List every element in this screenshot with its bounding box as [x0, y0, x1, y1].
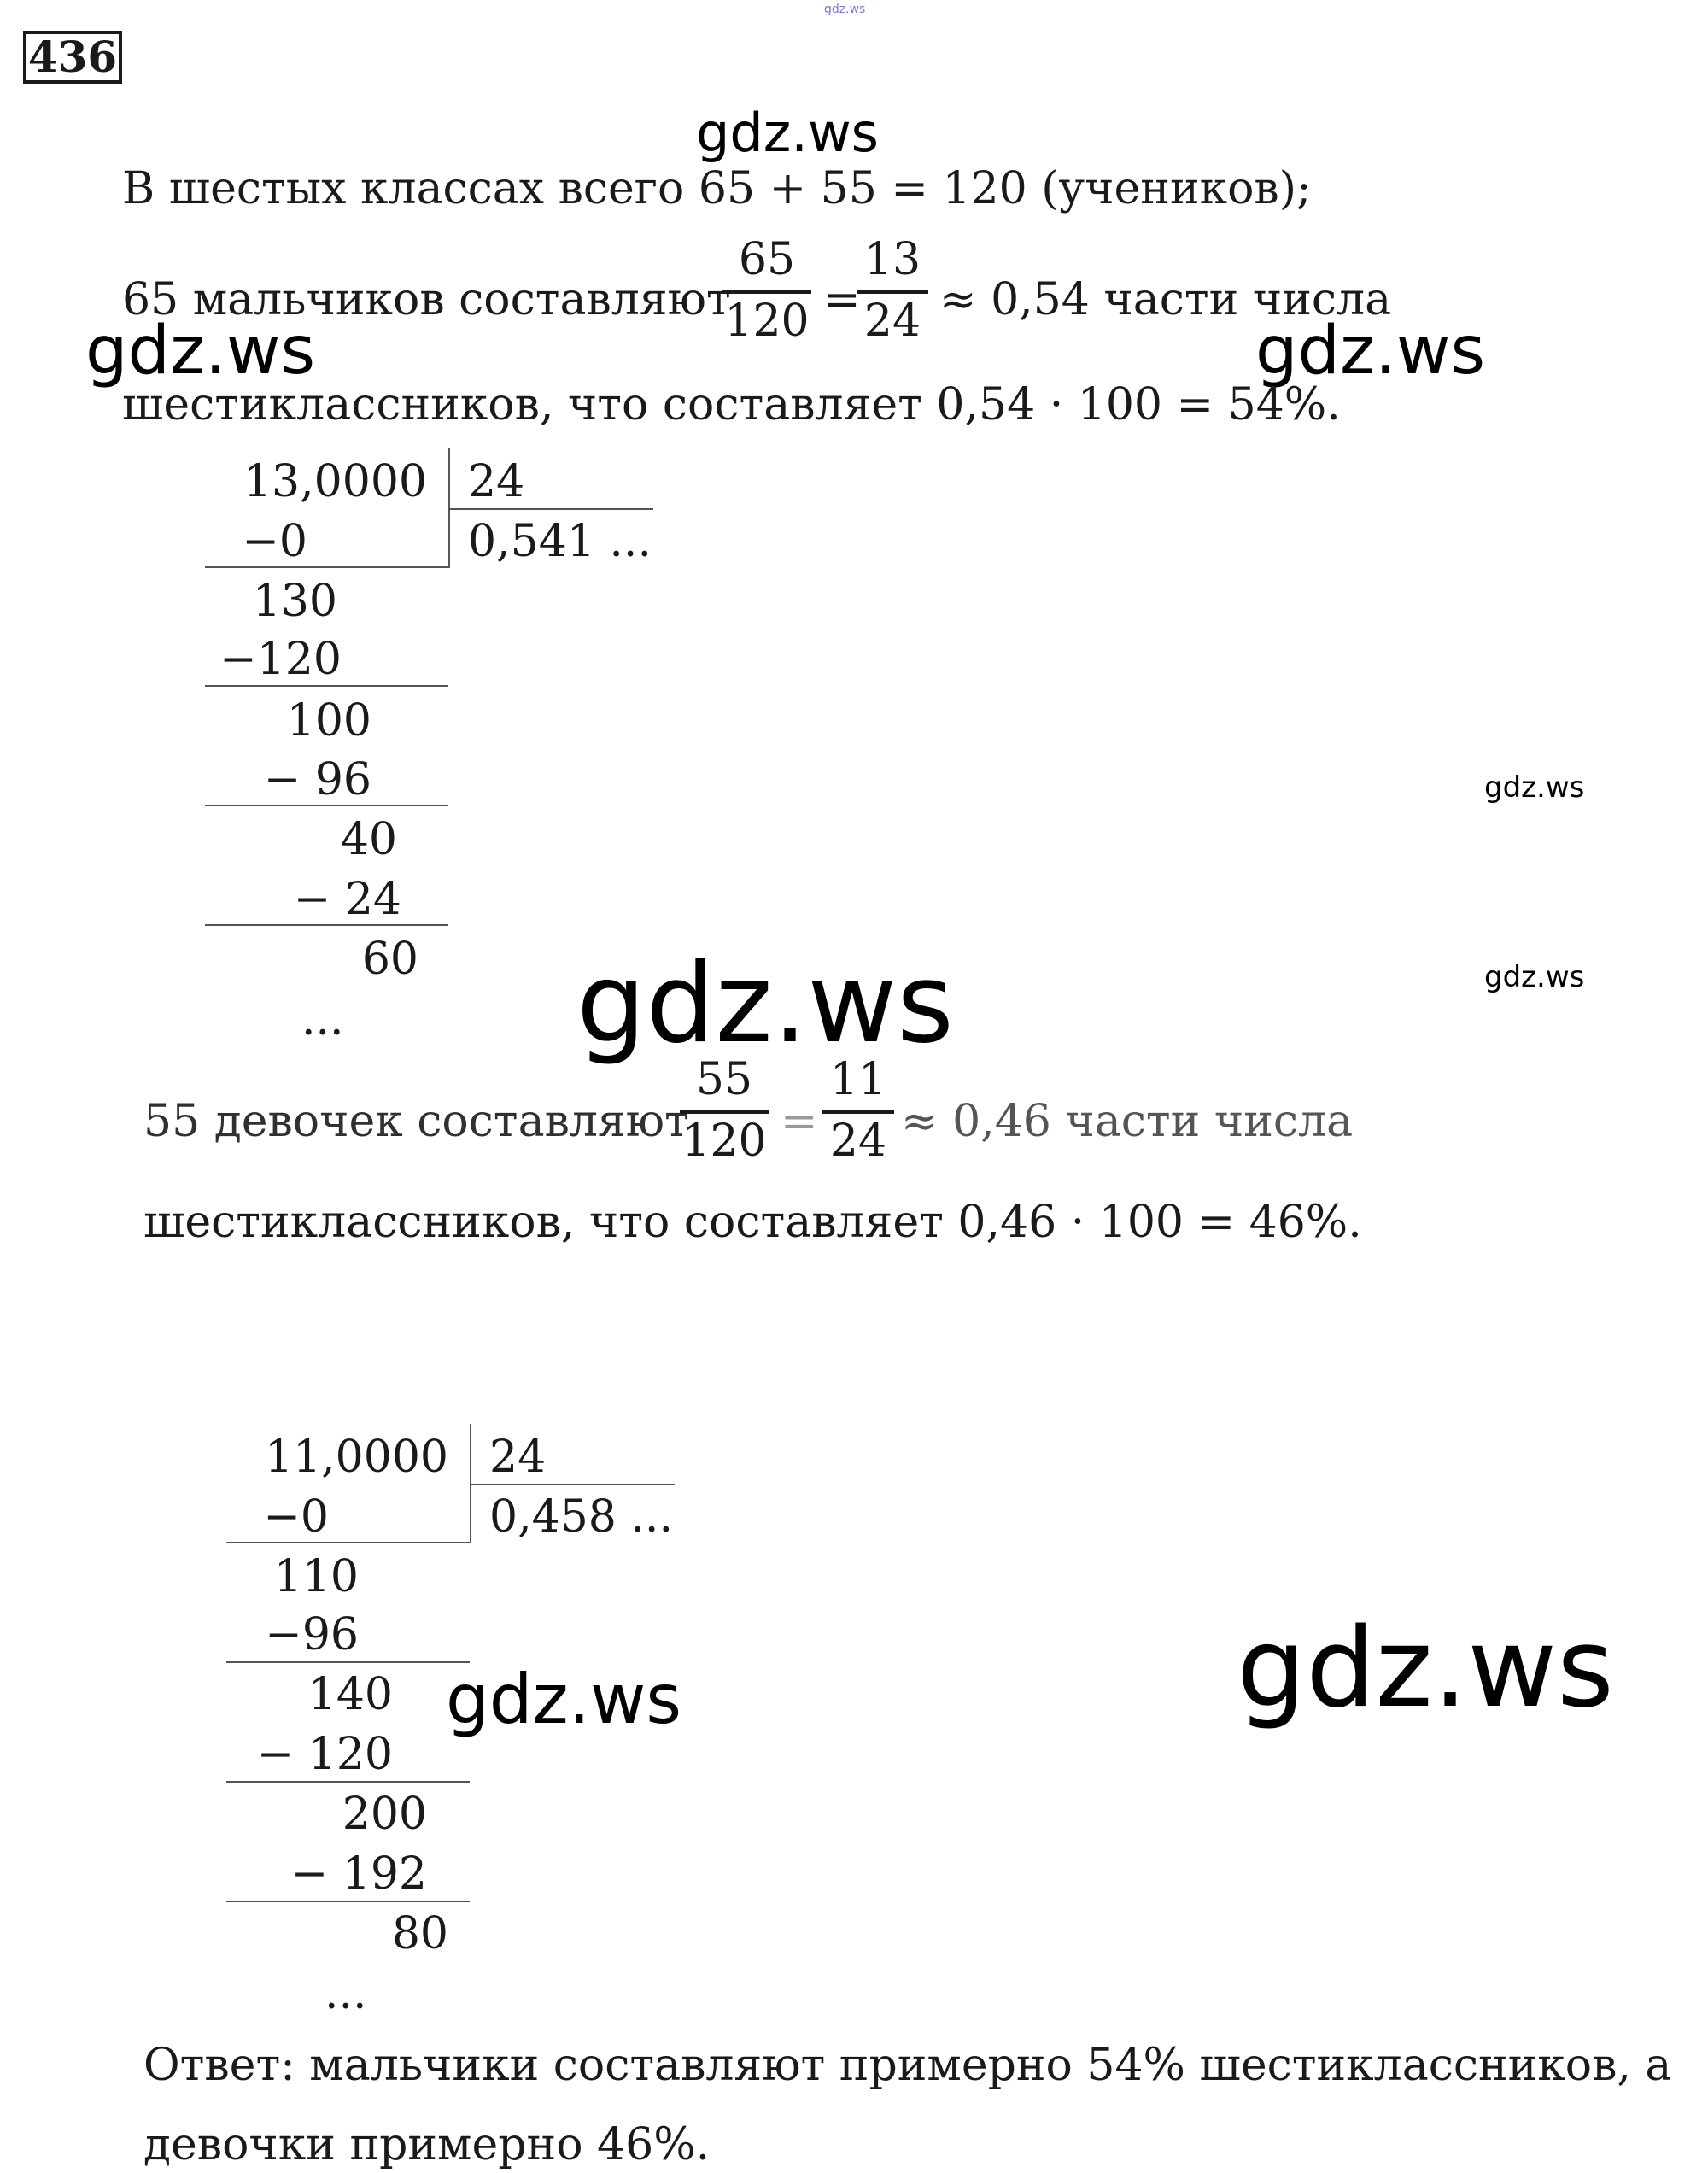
watermark-tiny: gdz.ws: [824, 3, 866, 16]
step: 140: [307, 1669, 393, 1720]
quotient: 0,458 ...: [489, 1491, 673, 1543]
step: 110: [273, 1551, 359, 1602]
watermark-small-2: gdz.ws: [1484, 960, 1585, 994]
step: 200: [342, 1789, 427, 1840]
step: 60: [361, 934, 418, 985]
step: − 24: [293, 874, 401, 925]
fraction-numerator: 65: [738, 234, 796, 285]
division-underline: [205, 566, 448, 568]
watermark-left: gdz.ws: [85, 313, 316, 390]
division-divisor-line: [470, 1484, 675, 1485]
step: 40: [340, 814, 397, 865]
step: 130: [252, 576, 337, 627]
step: 100: [286, 695, 371, 747]
fraction-numerator: 55: [695, 1054, 753, 1105]
watermark-center: gdz.ws: [576, 940, 954, 1068]
dividend: 11,0000: [264, 1432, 448, 1483]
fraction-numerator: 13: [863, 234, 921, 285]
division-underline: [205, 685, 448, 687]
step: −0: [263, 1491, 329, 1543]
boys-fraction-2: [850, 234, 935, 347]
division-underline: [205, 924, 448, 926]
step: − 120: [256, 1729, 393, 1780]
girls-fraction-1: [673, 1054, 775, 1167]
ellipsis: ...: [325, 1968, 367, 2019]
division-underline: [226, 1661, 470, 1663]
division-divisor-line: [448, 508, 653, 510]
answer-line-2: девочки примерно 46%.: [143, 2119, 711, 2170]
equals-sign: =: [823, 274, 861, 325]
fraction-denominator: 120: [681, 1116, 767, 1167]
step: 80: [391, 1908, 448, 1959]
girls-fraction-2: [816, 1054, 901, 1167]
boys-prefix: 65 мальчиков составляют: [122, 274, 731, 325]
quotient: 0,541 ...: [468, 516, 652, 567]
fraction-denominator: 24: [829, 1116, 887, 1167]
boys-percent-line: шестиклассников, что составляет 0,54 · 100 = 54%.: [122, 379, 1341, 430]
watermark-small-1: gdz.ws: [1484, 770, 1585, 805]
watermark-top: gdz.ws: [696, 102, 879, 164]
step: − 192: [290, 1848, 427, 1900]
fraction-numerator: 11: [829, 1054, 887, 1105]
step: −96: [265, 1609, 359, 1660]
division-underline: [205, 805, 448, 806]
watermark-mid: gdz.ws: [446, 1660, 682, 1739]
step: −120: [219, 634, 342, 685]
division-underline: [226, 1542, 470, 1543]
girls-suffix: ≈ 0,46 части числа: [901, 1096, 1354, 1147]
ellipsis: ...: [301, 994, 344, 1046]
answer-line-1: Ответ: мальчики составляют примерно 54% шестиклассников, а: [143, 2040, 1672, 2091]
division-underline: [226, 1781, 470, 1783]
dividend: 13,0000: [243, 456, 427, 507]
watermark-large-right: gdz.ws: [1237, 1605, 1614, 1732]
total-students-line: В шестых классах всего 65 + 55 = 120 (учеников);: [122, 163, 1312, 214]
equals-sign: =: [781, 1096, 818, 1147]
fraction-denominator: 24: [863, 296, 921, 347]
boys-suffix: ≈ 0,54 части числа: [939, 274, 1392, 325]
step: − 96: [263, 754, 371, 805]
division-underline: [226, 1901, 470, 1902]
step: −0: [242, 516, 307, 567]
fraction-denominator: 120: [724, 296, 810, 347]
problem-number: 436: [23, 31, 122, 84]
boys-fraction-1: [716, 234, 818, 347]
girls-prefix: 55 девочек составляют: [143, 1096, 689, 1147]
watermark-right: gdz.ws: [1255, 313, 1486, 390]
divisor: 24: [468, 456, 525, 507]
girls-percent-line: шестиклассников, что составляет 0,46 · 100 = 46%.: [143, 1197, 1362, 1248]
divisor: 24: [489, 1432, 547, 1483]
